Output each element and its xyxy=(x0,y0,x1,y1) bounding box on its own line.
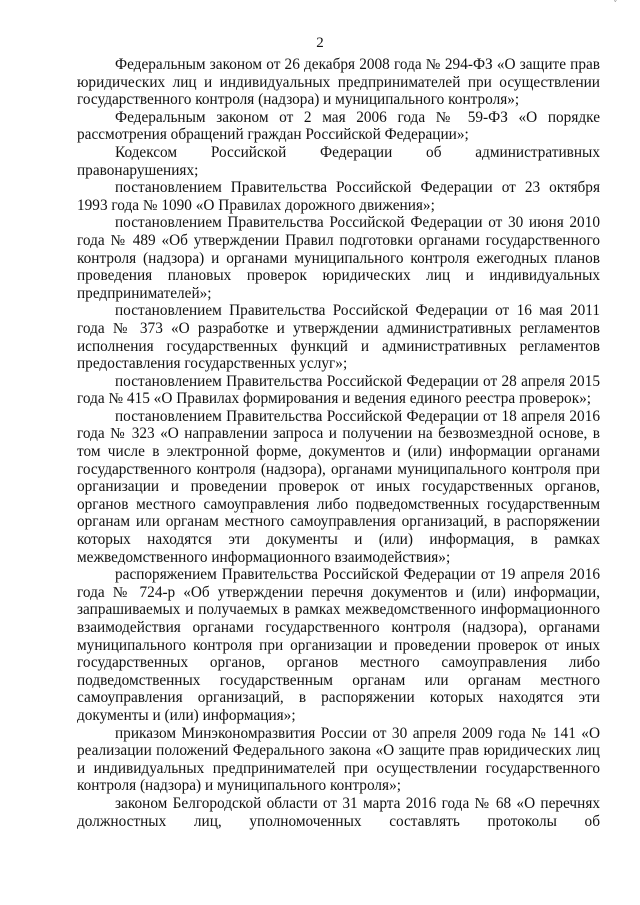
paragraph-decree-489: постановлением Правительства Российской Федерации от 30 июня 2010 года № 489 «Об утверждении Правил подготовки органами государственного контроля (надзора) и органами муниципального контроля ежегодных планов проведения плановых проверок юридических лиц и индивидуальных предпринимателей»; xyxy=(77,214,600,302)
paragraph-decree-373: постановлением Правительства Российской Федерации от 16 мая 2011 года № 373 «О разработке и утверждении административных регламентов исполнения государственных функций и административных регламентов предоставления государственных услуг»; xyxy=(77,302,600,373)
scan-edge-mark: ˇ xyxy=(614,0,617,8)
paragraph-decree-1090: постановлением Правительства Российской Федерации от 23 октября 1993 года № 1090 «О Правилах дорожного движения»; xyxy=(77,179,600,214)
paragraph-order-724r: распоряжением Правительства Российской Федерации от 19 апреля 2016 года № 724-р «Об утверждении перечня документов и (или) информации, запрашиваемых и получаемых в рамках межведомственного информационного взаимодействия органами государственного контроля (надзора), органами муниципального контроля при организации и проведении проверок от иных государственных органов, органов местного самоуправления либо подведомственных государственным органам или органам местного самоуправления организаций, в распоряжении которых находятся эти документы и (или) информация»; xyxy=(77,566,600,724)
paragraph-decree-415: постановлением Правительства Российской Федерации от 28 апреля 2015 года № 415 «О Правилах формирования и ведения единого реестра проверок»; xyxy=(77,372,600,408)
paragraph-federal-law-59: Федеральным законом от 2 мая 2006 года № 59-ФЗ «О порядке рассмотрения обращений граждан Российской Федерации»; xyxy=(77,108,600,144)
paragraph-belgorod-law-68: законом Белгородской области от 31 марта 2016 года № 68 «О перечнях должностных лиц, уполномоченных составлять протоколы об xyxy=(77,794,600,830)
paragraph-order-141: приказом Минэкономразвития России от 30 апреля 2009 года № 141 «О реализации положений Федерального закона «О защите прав юридических лиц и индивидуальных предпринимателей при осуществлении государственного контроля (надзора) и муниципального контроля»; xyxy=(77,724,600,795)
paragraph-admin-code: Кодексом Российской Федерации об административных правонарушениях; xyxy=(77,143,600,179)
page-number: 2 xyxy=(316,35,324,51)
document-body xyxy=(77,56,600,830)
paragraph-federal-law-294: Федеральным законом от 26 декабря 2008 года № 294-ФЗ «О защите прав юридических лиц и индивидуальных предпринимателей при осуществлении государственного контроля (надзора) и муниципального контроля»; xyxy=(77,56,600,109)
paragraph-decree-323: постановлением Правительства Российской Федерации от 18 апреля 2016 года № 323 «О направлении запроса и получении на безвозмездной основе, в том числе в электронной форме, документов и (или) информации органами государственного контроля (надзора), органами муниципального контроля при организации и проведении проверок от иных государственных органов, органов местного самоуправления либо подведомственных государственным органам или органам местного самоуправления организаций, в распоряжении которых находятся эти документы и (или) информация, в рамках межведомственного информационного взаимодействия»; xyxy=(77,407,600,566)
